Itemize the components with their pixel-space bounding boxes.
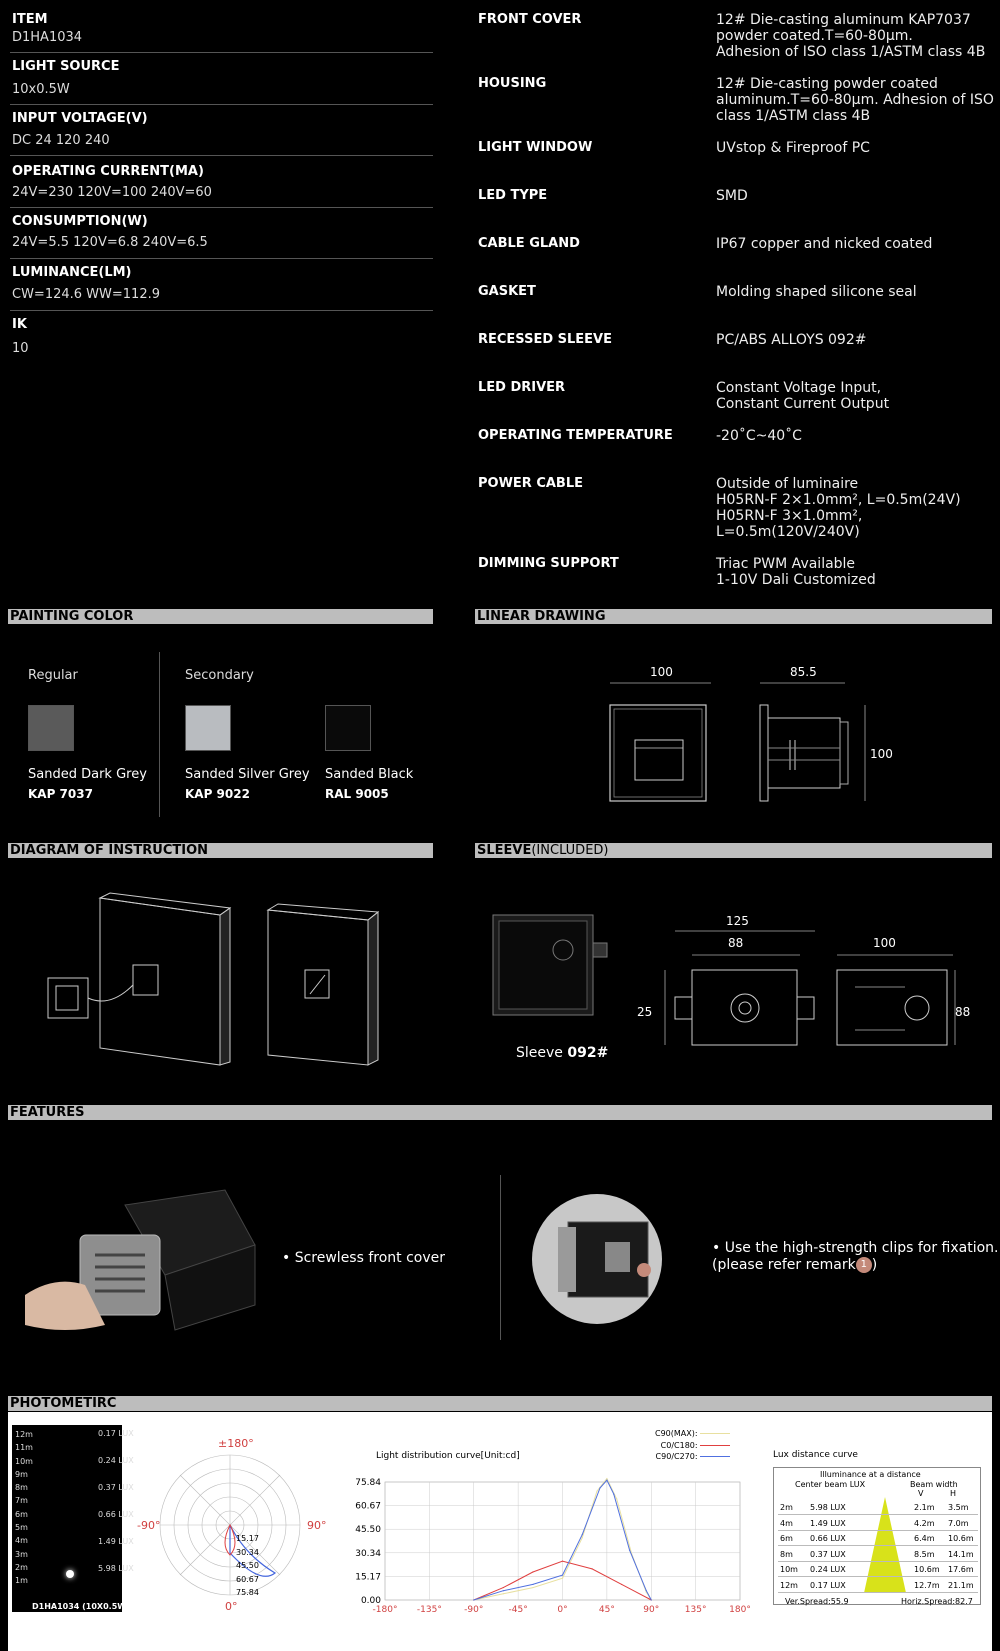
lux-col-h: H xyxy=(950,1489,957,1498)
sleeve-photo xyxy=(485,905,625,1025)
spec-label: LIGHT SOURCE xyxy=(12,59,120,74)
lux-cell-v: 8.5m xyxy=(914,1549,935,1559)
isolux-light-spot xyxy=(66,1570,74,1578)
lux-cell-d: 6m xyxy=(780,1534,793,1543)
lux-cell-lux: 0.17 LUX xyxy=(810,1580,846,1590)
polar-label-right: 90° xyxy=(307,1519,327,1532)
series-point xyxy=(532,1571,533,1572)
legend-c90-label: C90(MAX): xyxy=(655,1429,698,1438)
series-point xyxy=(562,1578,563,1579)
y-tick-label: 30.34 xyxy=(355,1548,381,1559)
y-tick-label: 60.67 xyxy=(355,1501,381,1512)
polar-label-left: -90° xyxy=(137,1519,161,1532)
lux-cell-v: 4.2m xyxy=(914,1518,935,1528)
x-tick-label: -45° xyxy=(508,1605,528,1615)
color-code: RAL 9005 xyxy=(325,787,389,801)
series-point xyxy=(629,1550,630,1551)
color-code: KAP 7037 xyxy=(28,787,93,801)
polar-label-top: ±180° xyxy=(218,1437,254,1450)
series-point xyxy=(503,1593,504,1594)
color-name: Sanded Dark Grey xyxy=(28,767,147,782)
spec-value: PC/ABS ALLOYS 092# xyxy=(716,332,867,348)
section-features: FEATURES xyxy=(8,1105,992,1120)
polar-label-bottom: 0° xyxy=(225,1600,238,1613)
spec-value: 10 xyxy=(12,341,29,356)
section-painting-color: PAINTING COLOR xyxy=(8,609,433,624)
sleeve-drawings xyxy=(655,915,975,1055)
x-tick-label: 180° xyxy=(729,1605,751,1615)
divider xyxy=(500,1175,501,1340)
spec-label: CABLE GLAND xyxy=(478,236,580,251)
lux-cell-h: 7.0m xyxy=(948,1518,969,1528)
series-point xyxy=(532,1587,533,1588)
lux-cell-d: 2m xyxy=(780,1503,793,1512)
lux-cell-lux: 0.24 LUX xyxy=(810,1565,846,1574)
sleeve-caption: Sleeve 092# xyxy=(516,1045,609,1061)
feature-photo-front-cover xyxy=(25,1185,265,1335)
lux-col-center: Center beam LUX xyxy=(795,1480,866,1489)
secondary-label: Secondary xyxy=(185,668,254,683)
spec-label: LED DRIVER xyxy=(478,380,566,395)
spec-label: LED TYPE xyxy=(478,188,548,203)
lux-cell-lux: 0.37 LUX xyxy=(810,1549,846,1559)
spec-value: Triac PWM Available 1-10V Dali Customized xyxy=(716,556,876,588)
spec-label: IK xyxy=(12,317,27,332)
x-tick-label: -180° xyxy=(372,1605,398,1615)
x-tick-label: -135° xyxy=(416,1605,442,1615)
lux-cell-lux: 5.98 LUX xyxy=(810,1503,846,1512)
series-point xyxy=(599,1487,600,1488)
section-diagram: DIAGRAM OF INSTRUCTION xyxy=(8,843,433,858)
spec-value: 24V=5.5 120V=6.8 240V=6.5 xyxy=(12,235,208,250)
spec-value: SMD xyxy=(716,188,748,204)
lux-col-beam: Beam width xyxy=(910,1480,958,1489)
series-point xyxy=(613,1494,614,1495)
dim-inner: 88 xyxy=(728,936,744,950)
lux-cell-d: 8m xyxy=(780,1549,793,1559)
series-point xyxy=(582,1537,583,1538)
series-point xyxy=(621,1584,622,1585)
spec-value: Molding shaped silicone seal xyxy=(716,284,917,300)
feature-screwless: • Screwless front cover xyxy=(282,1250,446,1266)
color-name: Sanded Silver Grey xyxy=(185,767,310,782)
chart-legend xyxy=(655,1428,730,1463)
lux-cell-lux: 0.66 LUX xyxy=(810,1534,846,1543)
x-tick-label: 90° xyxy=(643,1605,660,1615)
spec-label: GASKET xyxy=(478,284,536,299)
color-code: KAP 9022 xyxy=(185,787,250,801)
lux-cell-h: 21.1m xyxy=(948,1580,974,1590)
y-tick-label: 45.50 xyxy=(355,1525,381,1536)
lux-cell-v: 6.4m xyxy=(914,1534,935,1543)
color-name: Sanded Black xyxy=(325,767,414,782)
spec-value: IP67 copper and nicked coated xyxy=(716,236,933,252)
installation-diagram xyxy=(40,890,410,1075)
isolux-value: 0.24 LUX xyxy=(98,1456,134,1465)
dim-side-depth: 85.5 xyxy=(790,665,817,679)
spec-label: POWER CABLE xyxy=(478,476,584,491)
spec-value: UVstop & Fireproof PC xyxy=(716,140,870,156)
color-swatch-dark-grey xyxy=(28,705,74,751)
spec-label: CONSUMPTION(W) xyxy=(12,214,148,229)
regular-label: Regular xyxy=(28,668,78,683)
legend-c270-swatch xyxy=(700,1456,730,1457)
lux-cell-lux: 1.49 LUX xyxy=(810,1518,846,1528)
spec-label: DIMMING SUPPORT xyxy=(478,556,619,571)
x-tick-label: -90° xyxy=(464,1605,484,1615)
lux-row xyxy=(778,1548,978,1562)
curve-title: Light distribution curve[Unit:cd] xyxy=(376,1451,520,1461)
spec-value: 12# Die-casting aluminum KAP7037 powder coated.T=60-80μm. Adhesion of ISO class 1/ASTM class 4B xyxy=(716,12,986,60)
spec-value: -20˚C~40˚C xyxy=(716,428,802,444)
series-point xyxy=(606,1478,607,1479)
lux-row xyxy=(778,1517,978,1531)
spec-value: 24V=230 120V=100 240V=60 xyxy=(12,185,212,200)
lux-cell-d: 12m xyxy=(780,1580,798,1590)
y-tick-label: 75.84 xyxy=(355,1478,381,1488)
x-tick-label: 45° xyxy=(598,1605,615,1615)
series-point xyxy=(532,1584,533,1585)
spec-value: CW=124.6 WW=112.9 xyxy=(12,287,160,302)
spec-label: RECESSED SLEEVE xyxy=(478,332,612,347)
legend-c0-swatch xyxy=(700,1445,730,1446)
series-point xyxy=(473,1599,474,1600)
ver-spread: Ver.Spread:55.9 xyxy=(785,1597,849,1606)
feature-photo-clips xyxy=(530,1192,665,1327)
series-point xyxy=(646,1590,647,1591)
lux-cell-h: 3.5m xyxy=(948,1503,969,1512)
series-point xyxy=(616,1498,617,1499)
series-point xyxy=(606,1480,607,1481)
polar-ring-labels: 15.17 30.34 45.50 60.67 75.84 xyxy=(236,1534,259,1597)
series-point xyxy=(591,1568,592,1569)
dim-height: 100 xyxy=(870,747,893,761)
spec-label: ITEM xyxy=(12,12,48,27)
feature-clips-line2: (please refer remark 1 ) xyxy=(712,1257,878,1273)
spec-label: LUMINANCE(LM) xyxy=(12,265,132,280)
lux-table-header: Illuminance at a distance xyxy=(820,1470,921,1479)
color-swatch-silver-grey xyxy=(185,705,231,751)
color-swatch-black xyxy=(325,705,371,751)
dim-front-width: 100 xyxy=(650,665,673,679)
lux-cell-v: 2.1m xyxy=(914,1503,935,1512)
legend-c0-label: C0/C180: xyxy=(660,1440,698,1450)
series-point xyxy=(562,1561,563,1562)
lux-cell-h: 17.6m xyxy=(948,1565,974,1574)
lux-cell-h: 14.1m xyxy=(948,1549,974,1559)
legend-c90-swatch xyxy=(700,1433,730,1434)
lux-row xyxy=(778,1532,978,1546)
isolux-value: 0.17 LUX xyxy=(98,1429,134,1438)
spec-label: INPUT VOLTAGE(V) xyxy=(12,111,148,126)
divider xyxy=(159,652,160,817)
spec-value: Outside of luminaire H05RN-F 2×1.0mm², L=0.5m(24V) H05RN-F 3×1.0mm², L=0.5m(120V/240V) xyxy=(716,476,961,540)
x-tick-label: 135° xyxy=(684,1605,707,1615)
isolux-caption: D1HA1034 (10X0.5W) xyxy=(32,1602,130,1611)
spec-value: 12# Die-casting powder coated aluminum.T=60-80μm. Adhesion of ISO class 1/ASTM class 4B xyxy=(716,76,994,124)
y-tick-label: 0.00 xyxy=(360,1596,381,1606)
series-point xyxy=(582,1534,583,1535)
spec-value: DC 24 120 240 xyxy=(12,133,110,148)
hor-spread: Horiz.Spread:82.7 xyxy=(901,1597,973,1606)
series-point xyxy=(596,1490,597,1491)
lux-col-v: V xyxy=(918,1489,924,1498)
spec-value: 10x0.5W xyxy=(12,82,70,97)
dim-sleeve-height: 25 xyxy=(637,1005,653,1019)
series-point xyxy=(503,1587,504,1588)
section-photometric: PHOTOMETIRC xyxy=(8,1396,992,1411)
spec-label: HOUSING xyxy=(478,76,547,91)
spec-label: OPERATING TEMPERATURE xyxy=(478,428,673,443)
dim-side-width: 100 xyxy=(873,936,896,950)
lux-cell-v: 10.6m xyxy=(914,1565,940,1574)
lux-cell-d: 4m xyxy=(780,1518,793,1528)
spec-label: LIGHT WINDOW xyxy=(478,140,593,155)
lux-cell-d: 10m xyxy=(780,1565,798,1574)
isolux-value: 0.66 LUX xyxy=(98,1510,134,1519)
x-tick-label: 0° xyxy=(557,1605,568,1615)
section-linear-drawing: LINEAR DRAWING xyxy=(475,609,992,624)
series-point xyxy=(651,1599,652,1600)
spec-value: Constant Voltage Input, Constant Current Output xyxy=(716,380,890,412)
remark-marker: 1 xyxy=(856,1257,872,1273)
spec-label: FRONT COVER xyxy=(478,12,582,27)
series-point xyxy=(503,1590,504,1591)
lux-title: Lux distance curve xyxy=(773,1450,858,1460)
y-tick-label: 15.17 xyxy=(355,1572,381,1583)
lux-cell-v: 12.7m xyxy=(914,1580,940,1590)
light-distribution-chart xyxy=(345,1460,755,1615)
feature-clips-line1: • Use the high-strength clips for fixation. xyxy=(712,1240,999,1256)
isolux-distance-labels: 12m 11m 10m 9m 8m 7m 6m 5m 4m 3m 2m 1m xyxy=(15,1430,33,1586)
lux-row xyxy=(778,1579,978,1593)
lux-row xyxy=(778,1501,978,1515)
lux-cell-h: 10.6m xyxy=(948,1534,974,1543)
isolux-value: 5.98 LUX xyxy=(98,1564,134,1573)
spec-value: D1HA1034 xyxy=(12,30,83,45)
dim-side-height: 88 xyxy=(955,1005,971,1019)
spec-label: OPERATING CURRENT(MA) xyxy=(12,164,204,179)
section-sleeve: SLEEVE(INCLUDED) xyxy=(475,843,992,858)
isolux-value: 1.49 LUX xyxy=(98,1537,134,1546)
lux-row xyxy=(778,1563,978,1577)
dim-outer: 125 xyxy=(726,914,749,928)
polar-diagram xyxy=(150,1435,310,1610)
isolux-value: 0.37 LUX xyxy=(98,1483,134,1492)
linear-drawing-figure xyxy=(595,660,895,815)
legend-c270-label: C90/C270: xyxy=(655,1452,698,1461)
series-point xyxy=(562,1575,563,1576)
